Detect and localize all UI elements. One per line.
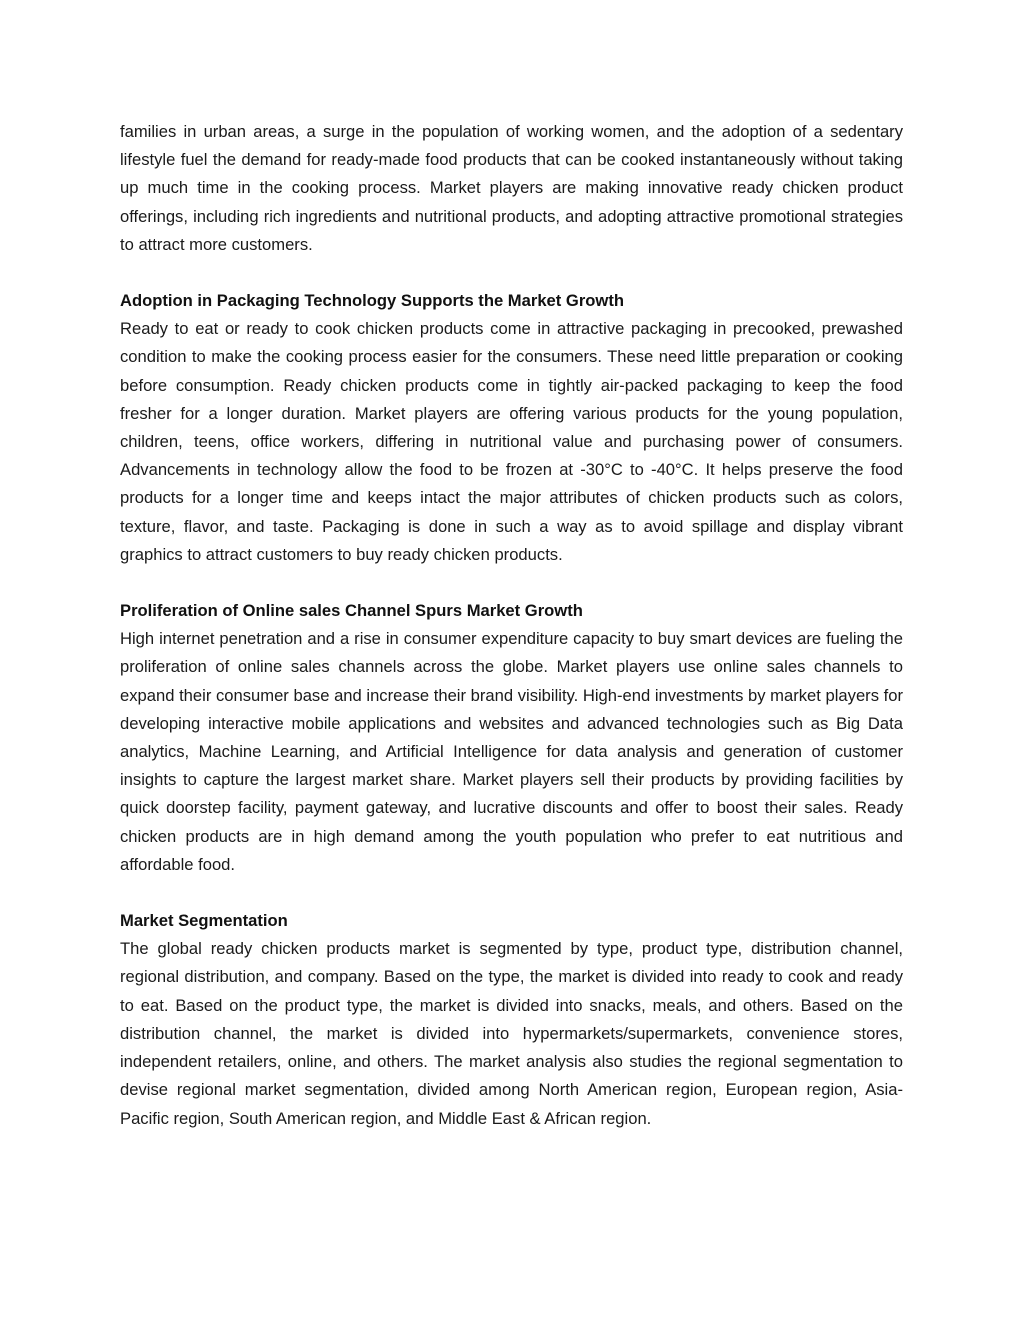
section-heading: Market Segmentation	[120, 911, 288, 931]
section-packaging-technology	[120, 287, 903, 569]
section-paragraph: The global ready chicken products market is segmented by type, product type, distribution channel, regional distribution, and company. Based on the type, the market is divided into ready to cook and ready to eat. Based on the product type, the market is divided into snacks, meals, and others. Based on the distribution channel, the market is divided into hypermarkets/supermarkets, convenience stores, independent retailers, online, and others. The market analysis also studies the regional segmentation to devise regional market segmentation, divided among North American region, European region, Asia-Pacific region, South American region, and Middle East & African region.	[120, 939, 903, 1128]
section-online-sales	[120, 597, 903, 879]
section-heading: Adoption in Packaging Technology Supports the Market Growth	[120, 291, 624, 311]
document-page	[120, 118, 903, 1133]
section-heading: Proliferation of Online sales Channel Spurs Market Growth	[120, 601, 583, 621]
section-market-segmentation	[120, 907, 903, 1133]
section-paragraph: Ready to eat or ready to cook chicken products come in attractive packaging in precooked, prewashed condition to make the cooking process easier for the consumers. These need little preparation or cooking before consumption. Ready chicken products come in tightly air-packed packaging to keep the food fresher for a longer duration. Market players are offering various products for the young population, children, teens, office workers, differing in nutritional value and purchasing power of consumers. Advancements in technology allow the food to be frozen at -30°C to -40°C. It helps preserve the food products for a longer time and keeps intact the major attributes of chicken products such as colors, texture, flavor, and taste. Packaging is done in such a way as to avoid spillage and display vibrant graphics to attract customers to buy ready chicken products.	[120, 319, 903, 564]
intro-paragraph: families in urban areas, a surge in the population of working women, and the adoption of a sedentary lifestyle fuel the demand for ready-made food products that can be cooked instantaneously without taking up much time in the cooking process. Market players are making innovative ready chicken product offerings, including rich ingredients and nutritional products, and adopting attractive promotional strategies to attract more customers.	[120, 122, 903, 254]
section-paragraph: High internet penetration and a rise in consumer expenditure capacity to buy smart devices are fueling the proliferation of online sales channels across the globe. Market players use online sales channels to expand their consumer base and increase their brand visibility. High-end investments by market players for developing interactive mobile applications and websites and advanced technologies such as Big Data analytics, Machine Learning, and Artificial Intelligence for data analysis and generation of customer insights to capture the largest market share. Market players sell their products by providing facilities by quick doorstep facility, payment gateway, and lucrative discounts and offer to boost their sales. Ready chicken products are in high demand among the youth population who prefer to eat nutritious and affordable food.	[120, 629, 903, 874]
